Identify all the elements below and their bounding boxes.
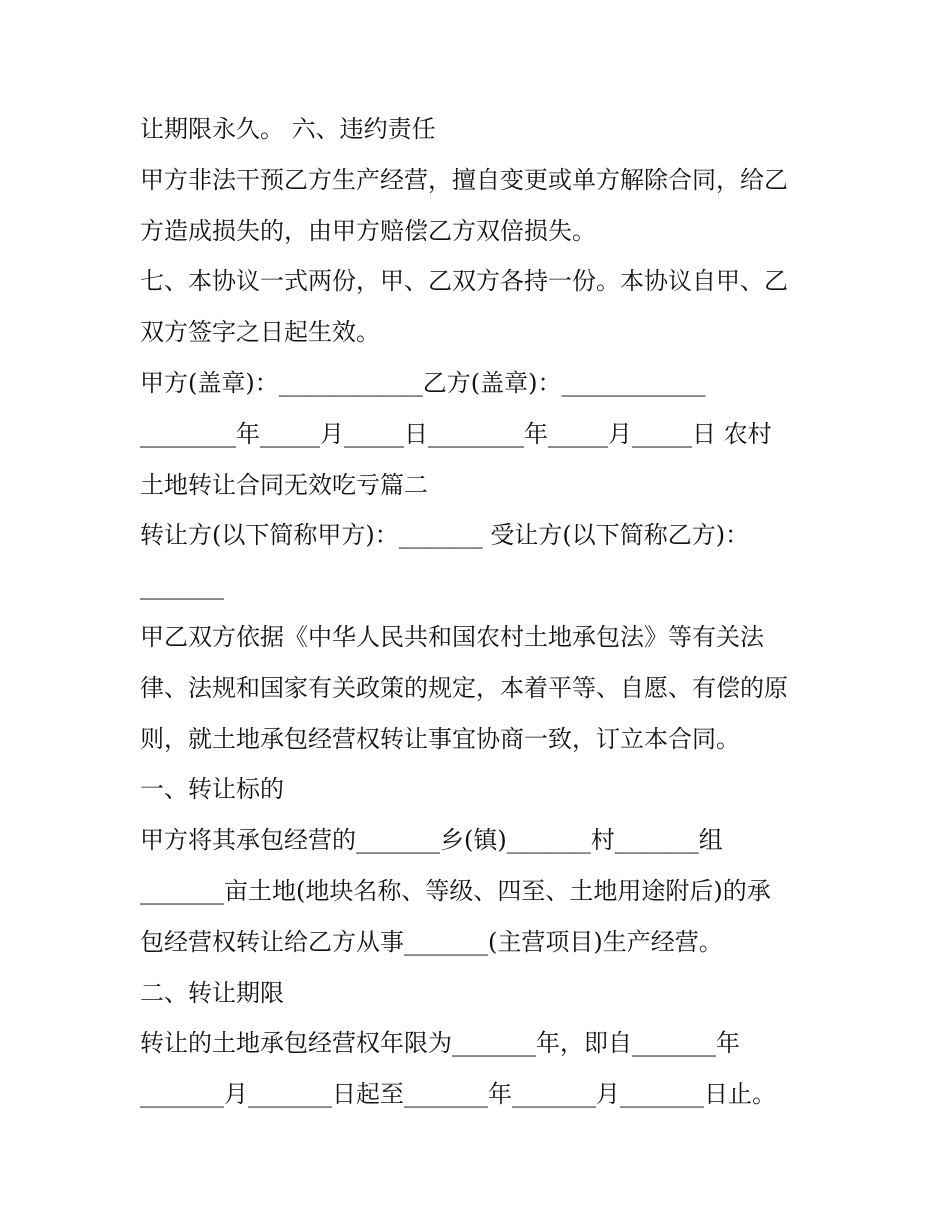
text-line: 甲方非法干预乙方生产经营，擅自变更或单方解除合同，给乙 [140, 165, 788, 194]
text-line: _______月_______日起至_______年_______月_______日止。 [140, 1080, 776, 1109]
text-line: 双方签字之日起生效。 [140, 318, 380, 347]
text-line: 包经营权转让给乙方从事_______(主营项目)生产经营。 [140, 927, 723, 956]
section-heading: 二、转让期限 [140, 978, 284, 1007]
text-line: 让期限永久。 六、违约责任 [140, 115, 436, 143]
date-line: ________年_____月_____日________年_____月_____日 农村 [140, 419, 772, 448]
parties-line-blank: _______ [140, 572, 224, 601]
section-heading: 一、转让标的 [140, 775, 284, 804]
text-line: 转让的土地承包经营权年限为_______年，即自_______年 [140, 1029, 740, 1058]
text-line: 甲乙双方依据《中华人民共和国农村土地承包法》等有关法 [140, 622, 764, 651]
text-line: 甲方将其承包经营的_______乡(镇)_______村_______组 [140, 826, 723, 855]
text-line: 七、本协议一式两份，甲、乙双方各持一份。本协议自甲、乙 [140, 267, 788, 296]
signature-line: 甲方(盖章)：____________乙方(盖章)：____________ [140, 368, 706, 397]
text-line: 方造成损失的，由甲方赔偿乙方双倍损失。 [140, 216, 596, 245]
parties-line: 转让方(以下简称甲方)：_______ 受让方(以下简称乙方)： [140, 521, 750, 550]
text-line: 律、法规和国家有关政策的规定，本着平等、自愿、有偿的原 [140, 673, 788, 702]
document-body [140, 104, 820, 1120]
text-line: _______亩土地(地块名称、等级、四至、土地用途附后)的承 [140, 876, 771, 905]
text-line: 则，就土地承包经营权转让事宜协商一致，订立本合同。 [140, 724, 740, 753]
section-title: 土地转让合同无效吃亏篇二 [140, 470, 428, 499]
